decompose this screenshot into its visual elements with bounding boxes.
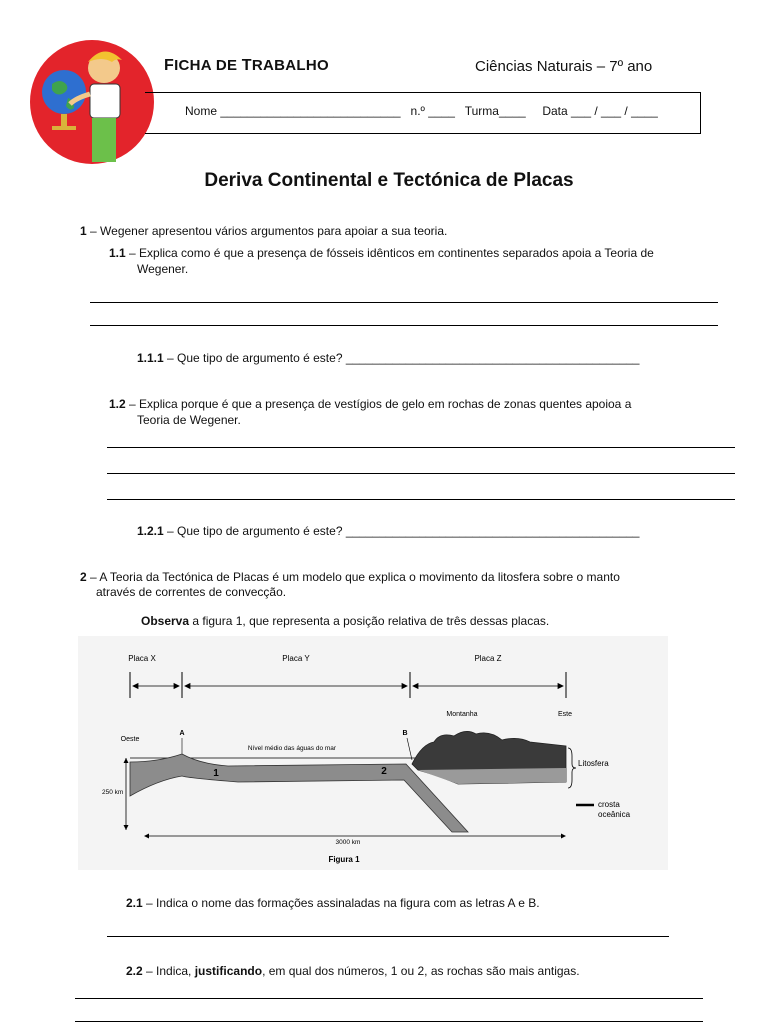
- answer-line[interactable]: [107, 473, 735, 474]
- question-1-2-1: 1.2.1 – Que tipo de argumento é este? ____________________________________________: [137, 524, 640, 538]
- distance-label: 3000 km: [335, 839, 361, 846]
- student-info-fields[interactable]: Nome ___________________________ n.º ____ Turma____ Data ___ / ___ / ____: [185, 104, 658, 118]
- observe-instruction: Observa a figura 1, que representa a posição relativa de três dessas placas.: [141, 614, 550, 628]
- page-title: Deriva Continental e Tectónica de Placas: [204, 170, 574, 191]
- question-1-1-cont: Wegener.: [137, 262, 189, 276]
- label-b: B: [402, 730, 408, 737]
- mountain-label: Montanha: [446, 711, 478, 718]
- question-2-2: 2.2 – Indica, justificando, em qual dos números, 1 ou 2, as rochas são mais antigas.: [126, 964, 580, 978]
- crust-label-1: crosta: [598, 800, 620, 809]
- question-2: 2 – A Teoria da Tectónica de Placas é um modelo que explica o movimento da litosfera sobre o manto: [80, 570, 620, 584]
- plate-x-label: Placa X: [128, 654, 156, 663]
- lithosphere-label: Litosfera: [578, 759, 609, 768]
- question-1-1: 1.1 – Explica como é que a presença de fósseis idênticos em continentes separados apoia a Teoria de: [109, 246, 654, 260]
- west-label: Oeste: [120, 736, 140, 743]
- answer-line[interactable]: [107, 447, 735, 448]
- answer-line[interactable]: [107, 936, 669, 937]
- answer-line[interactable]: [75, 1021, 703, 1022]
- question-1-1-1: 1.1.1 – Que tipo de argumento é este? ____________________________________________: [137, 351, 640, 365]
- question-2-1: 2.1 – Indica o nome das formações assinaladas na figura com as letras A e B.: [126, 896, 540, 910]
- question-2-cont: através de correntes de convecção.: [96, 585, 287, 599]
- crust-label-2: oceânica: [598, 810, 631, 819]
- sea-level-label: Nível médio das águas do mar: [247, 745, 337, 752]
- plate-y-label: Placa Y: [282, 654, 310, 663]
- worksheet-label: FICHA DE TRABALHO: [164, 57, 329, 74]
- east-label: Este: [557, 711, 573, 718]
- answer-line[interactable]: [107, 499, 735, 500]
- answer-line[interactable]: [90, 302, 718, 303]
- answer-line[interactable]: [90, 325, 718, 326]
- question-1: 1 – Wegener apresentou vários argumentos para apoiar a sua teoria.: [80, 224, 448, 238]
- subject-label: Ciências Naturais – 7º ano: [475, 58, 653, 75]
- label-a: A: [179, 730, 185, 737]
- plate-z-label: Placa Z: [474, 654, 502, 663]
- depth-label: 250 km: [102, 789, 124, 796]
- school-logo: [28, 38, 156, 166]
- figure-caption: Figura 1: [328, 855, 360, 864]
- question-1-2-cont: Teoria de Wegener.: [137, 413, 241, 427]
- answer-line[interactable]: [75, 998, 703, 999]
- plate-tectonics-figure: [78, 636, 668, 870]
- question-1-2: 1.2 – Explica porque é que a presença de vestígios de gelo em rochas de zonas quentes apoioa a: [109, 397, 632, 411]
- number-1: 1: [213, 768, 219, 779]
- number-2: 2: [381, 766, 387, 777]
